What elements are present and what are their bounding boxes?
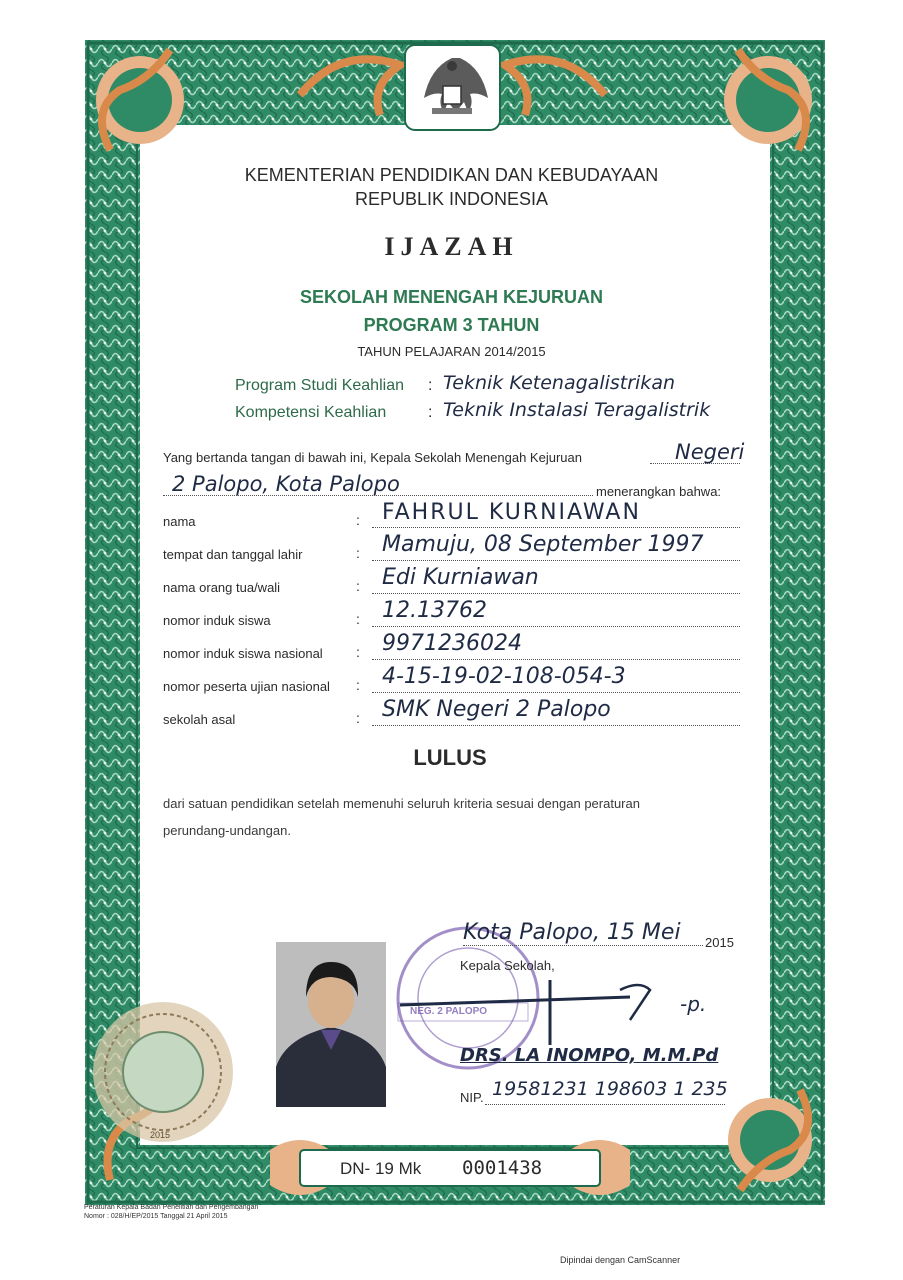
dotted-line — [372, 692, 740, 693]
nip-label: NIP. — [460, 1090, 484, 1105]
field-value-birth: Mamuju, 08 September 1997 — [382, 532, 704, 557]
school-stamp-text: NEG. 2 PALOPO — [410, 1006, 488, 1017]
competency-value: Teknik Instalasi Teragalistrik — [443, 399, 711, 421]
field-label-nis: nomor induk siswa — [163, 613, 271, 628]
field-label-nama: nama — [163, 514, 196, 529]
school-name-part2: 2 Palopo, Kota Palopo — [172, 472, 400, 496]
academic-year: TAHUN PELAJARAN 2014/2015 — [357, 344, 546, 359]
regulation-line-1: Peraturan Kepala Badan Penelitian dan Pengembangan — [84, 1204, 259, 1211]
signature-place-date: Kota Palopo, 15 Mei — [463, 920, 681, 945]
field-value-nisn: 9971236024 — [382, 631, 522, 656]
competency-colon: : — [428, 404, 433, 421]
field-label-parent: nama orang tua/wali — [163, 580, 281, 595]
study-program-colon: : — [428, 377, 433, 394]
dotted-line — [463, 945, 703, 946]
dotted-line — [485, 1104, 725, 1105]
declares-text: menerangkan bahwa: — [596, 484, 722, 499]
field-value-nama: FAHRUL KURNIAWAN — [382, 500, 641, 525]
student-portrait-icon — [276, 942, 386, 1107]
field-colon: : — [356, 644, 360, 660]
field-colon: : — [356, 710, 360, 726]
field-colon: : — [356, 545, 360, 561]
field-label-nisn: nomor induk siswa nasional — [163, 646, 323, 661]
signature-year: 2015 — [705, 935, 734, 950]
hologram-seal-icon — [93, 1002, 233, 1142]
nip-value: 19581231 198603 1 235 — [492, 1078, 728, 1100]
program-duration: PROGRAM 3 TAHUN — [363, 315, 540, 335]
school-type: SEKOLAH MENENGAH KEJURUAN — [299, 287, 604, 307]
principal-name: DRS. LA INOMPO, M.M.Pd — [460, 1045, 719, 1066]
serial-prefix: DN- 19 Mk — [340, 1159, 422, 1178]
regulation-line-2: Nomor : 028/H/EP/2015 Tanggal 21 April 2015 — [84, 1213, 228, 1220]
field-label-exam-number: nomor peserta ujian nasional — [163, 679, 330, 694]
study-program-label: Program Studi Keahlian — [235, 377, 404, 394]
field-value-origin-school: SMK Negeri 2 Palopo — [382, 697, 611, 722]
graduation-status: LULUS — [413, 745, 487, 770]
republic-name: REPUBLIK INDONESIA — [354, 189, 549, 209]
dotted-line — [163, 495, 593, 496]
seal-year: 2015 — [150, 1130, 171, 1140]
dotted-line — [372, 626, 740, 627]
field-colon: : — [356, 512, 360, 528]
field-value-exam-number: 4-15-19-02-108-054-3 — [382, 664, 626, 689]
scanner-watermark: Dipindai dengan CamScanner — [560, 1255, 681, 1265]
dotted-line — [372, 659, 740, 660]
dotted-line — [372, 725, 740, 726]
signature-mark: -p. — [680, 992, 707, 1016]
competency-label: Kompetensi Keahlian — [235, 404, 387, 421]
dotted-line — [372, 527, 740, 528]
school-name-part1: Negeri — [675, 440, 745, 464]
field-label-birth: tempat dan tanggal lahir — [163, 547, 303, 562]
field-label-origin-school: sekolah asal — [163, 712, 236, 727]
field-colon: : — [356, 611, 360, 627]
signature-scribble-icon — [400, 975, 720, 1055]
field-colon: : — [356, 677, 360, 693]
field-value-parent: Edi Kurniawan — [382, 565, 539, 590]
document-title: IJAZAH — [384, 232, 519, 261]
signature-role: Kepala Sekolah, — [460, 958, 555, 973]
study-program-value: Teknik Ketenagalistrikan — [443, 372, 675, 394]
result-line-1: dari satuan pendidikan setelah memenuhi seluruh kriteria sesuai dengan peraturan — [163, 796, 640, 811]
statement-intro: Yang bertanda tangan di bawah ini, Kepala Sekolah Menengah Kejuruan — [163, 450, 582, 465]
ministry-name: KEMENTERIAN PENDIDIKAN DAN KEBUDAYAAN — [244, 165, 659, 185]
dotted-line — [372, 593, 740, 594]
student-photo — [276, 942, 386, 1107]
dotted-line — [372, 560, 740, 561]
result-line-2: perundang-undangan. — [163, 823, 291, 838]
field-colon: : — [356, 578, 360, 594]
serial-number: 0001438 — [462, 1157, 543, 1179]
field-value-nis: 12.13762 — [382, 598, 487, 623]
